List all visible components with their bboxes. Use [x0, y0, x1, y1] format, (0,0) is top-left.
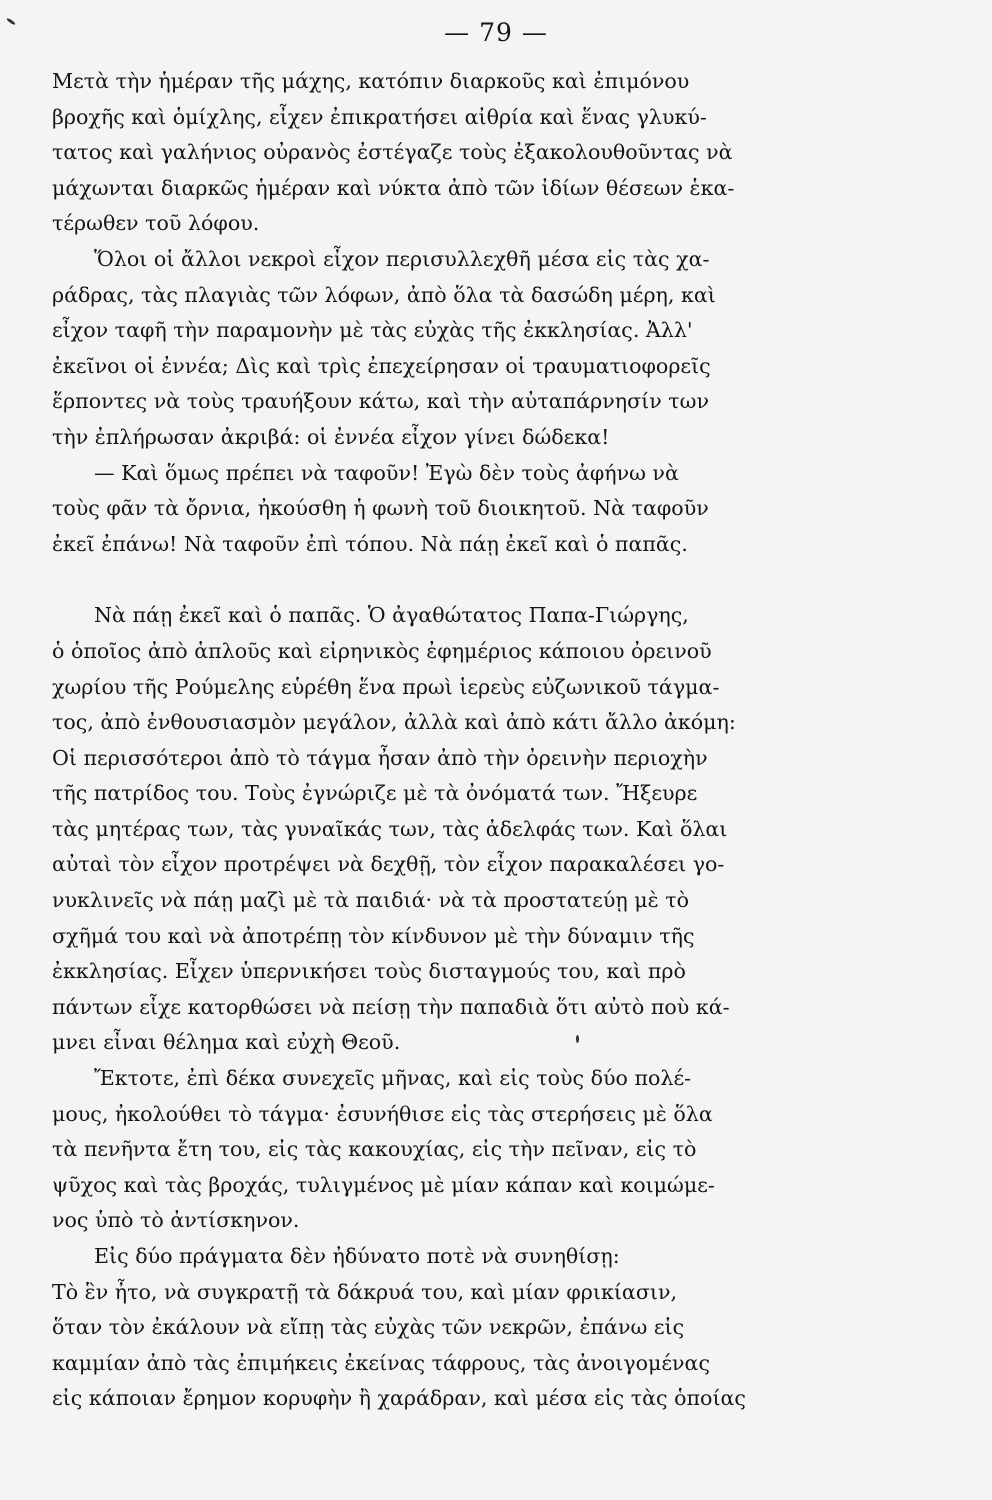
text-line: ὁ ὁποῖος ἀπὸ ἁπλοῦς καὶ εἰρηνικὸς ἐφημέριος κάποιου ὀρεινοῦ	[52, 638, 712, 663]
text-line: εἰς κάποιαν ἔρημον κορυφὴν ἢ χαράδραν, καὶ μέσα εἰς τὰς ὁποίας	[52, 1386, 746, 1411]
text-line: ὅταν τὸν ἐκάλουν νὰ εἴπῃ τὰς εὐχὰς τῶν νεκρῶν, ἐπάνω εἰς	[52, 1315, 685, 1340]
text-line: εἶχον ταφῆ τὴν παραμονὴν μὲ τὰς εὐχὰς τῆς ἐκκλησίας. Ἀλλ'	[52, 318, 693, 343]
text-line: χωρίου τῆς Ρούμελης εὑρέθη ἕνα πρωὶ ἱερεὺς εὐζωνικοῦ τάγμα-	[52, 674, 720, 699]
text-line: τὰ πενῆντα ἔτη του, εἰς τὰς κακουχίας, εἰς τὴν πεῖναν, εἰς τὸ	[52, 1137, 697, 1162]
text-line: Νὰ πάῃ ἐκεῖ καὶ ὁ παπᾶς. Ὁ ἀγαθώτατος Παπα-Γιώργης,	[94, 603, 689, 628]
text-line: τὰς μητέρας των, τὰς γυναῖκάς των, τὰς ἀδελφάς των. Καὶ ὅλαι	[52, 816, 728, 841]
text-line: τος, ἀπὸ ἐνθουσιασμὸν μεγάλον, ἀλλὰ καὶ ἀπὸ κάτι ἄλλο ἀκόμη:	[52, 710, 736, 735]
text-line: βροχῆς καὶ ὁμίχλης, εἶχεν ἐπικρατήσει αἰθρία καὶ ἕνας γλυκύ-	[52, 104, 707, 129]
text-line: τατος καὶ γαλήνιος οὐρανὸς ἐστέγαζε τοὺς ἐξακολουθοῦντας νὰ	[52, 140, 733, 165]
print-speck	[576, 1035, 579, 1043]
text-line: ἕρποντες νὰ τοὺς τραυήξουν κάτω, καὶ τὴν αὐταπάρνησίν των	[52, 389, 709, 414]
text-line: ἐκεῖ ἐπάνω! Νὰ ταφοῦν ἐπὶ τόπου. Νὰ πάῃ ἐκεῖ καὶ ὁ παπᾶς.	[52, 531, 688, 556]
text-line: μους, ἠκολούθει τὸ τάγμα· ἐσυνήθισε εἰς τὰς στερήσεις μὲ ὅλα	[52, 1101, 713, 1126]
text-line: σχῆμά του καὶ νὰ ἀποτρέπῃ τὸν κίνδυνον μὲ τὴν δύναμιν τῆς	[52, 923, 695, 948]
text-line: Οἱ περισσότεροι ἀπὸ τὸ τάγμα ἦσαν ἀπὸ τὴν ὀρεινὴν περιοχὴν	[52, 745, 708, 770]
text-line: ἐκκλησίας. Εἶχεν ὑπερνικήσει τοὺς δισταγμούς του, καὶ πρὸ	[52, 959, 686, 984]
text-line: Ὅλοι οἱ ἄλλοι νεκροὶ εἶχον περισυλλεχθῆ μέσα εἰς τὰς χα-	[94, 246, 710, 271]
paragraph-gap	[52, 562, 842, 598]
text-line: τοὺς φᾶν τὰ ὄρνια, ἠκούσθη ἡ φωνὴ τοῦ διοικητοῦ. Νὰ ταφοῦν	[52, 496, 709, 521]
text-line: αὐταὶ τὸν εἶχον προτρέψει νὰ δεχθῇ, τὸν εἶχον παρακαλέσει γο-	[52, 852, 725, 877]
text-line: νος ὑπὸ τὸ ἀντίσκηνον.	[52, 1208, 300, 1233]
page-number: — 79 —	[444, 18, 548, 47]
text-line: τὴν ἐπλήρωσαν ἀκριβά: οἱ ἐννέα εἶχον γίνει δώδεκα!	[52, 424, 610, 449]
text-line: Ἔκτοτε, ἐπὶ δέκα συνεχεῖς μῆνας, καὶ εἰς τοὺς δύο πολέ-	[94, 1066, 692, 1091]
text-line: ψῦχος καὶ τὰς βροχάς, τυλιγμένος μὲ μίαν κάπαν καὶ κοιμώμε-	[52, 1172, 715, 1197]
text-line: Μετὰ τὴν ἡμέραν τῆς μάχης, κατόπιν διαρκοῦς καὶ ἐπιμόνου	[52, 69, 690, 93]
text-line: τέρωθεν τοῦ λόφου.	[52, 211, 260, 236]
text-line: νυκλινεῖς νὰ πάῃ μαζὶ μὲ τὰ παιδιά· νὰ τὰ προστατεύῃ μὲ τὸ	[52, 888, 690, 913]
text-line: πάντων εἶχε κατορθώσει νὰ πείσῃ τὴν παπαδιὰ ὅτι αὐτὸ ποὺ κά-	[52, 994, 730, 1019]
body-text	[52, 64, 842, 1417]
text-line: τῆς πατρίδος του. Τοὺς ἐγνώριζε μὲ τὰ ὀνόματά των. Ἤξευρε	[52, 781, 698, 806]
text-line: Τὸ ἓν ἦτο, νὰ συγκρατῇ τὰ δάκρυά του, καὶ μίαν φρικίασιν,	[52, 1279, 678, 1304]
text-line: μνει εἶναι θέλημα καὶ εὐχὴ Θεοῦ.	[52, 1030, 401, 1055]
text-line: μάχωνται διαρκῶς ἡμέραν καὶ νύκτα ἀπὸ τῶν ἰδίων θέσεων ἑκα-	[52, 175, 735, 200]
text-line: ράδρας, τὰς πλαγιὰς τῶν λόφων, ἀπὸ ὅλα τὰ δασώδη μέρη, καὶ	[52, 282, 716, 307]
text-line: ἐκεῖνοι οἱ ἐννέα; Δὶς καὶ τρὶς ἐπεχείρησαν οἱ τραυματιοφορεῖς	[52, 353, 711, 378]
text-line: καμμίαν ἀπὸ τὰς ἐπιμήκεις ἐκείνας τάφρους, τὰς ἀνοιγομένας	[52, 1350, 710, 1375]
text-line: — Καὶ ὅμως πρέπει νὰ ταφοῦν! Ἐγὼ δὲν τοὺς ἀφήνω νὰ	[94, 460, 679, 485]
text-line: Εἰς δύο πράγματα δὲν ἠδύνατο ποτὲ νὰ συνηθίσῃ:	[94, 1244, 620, 1268]
